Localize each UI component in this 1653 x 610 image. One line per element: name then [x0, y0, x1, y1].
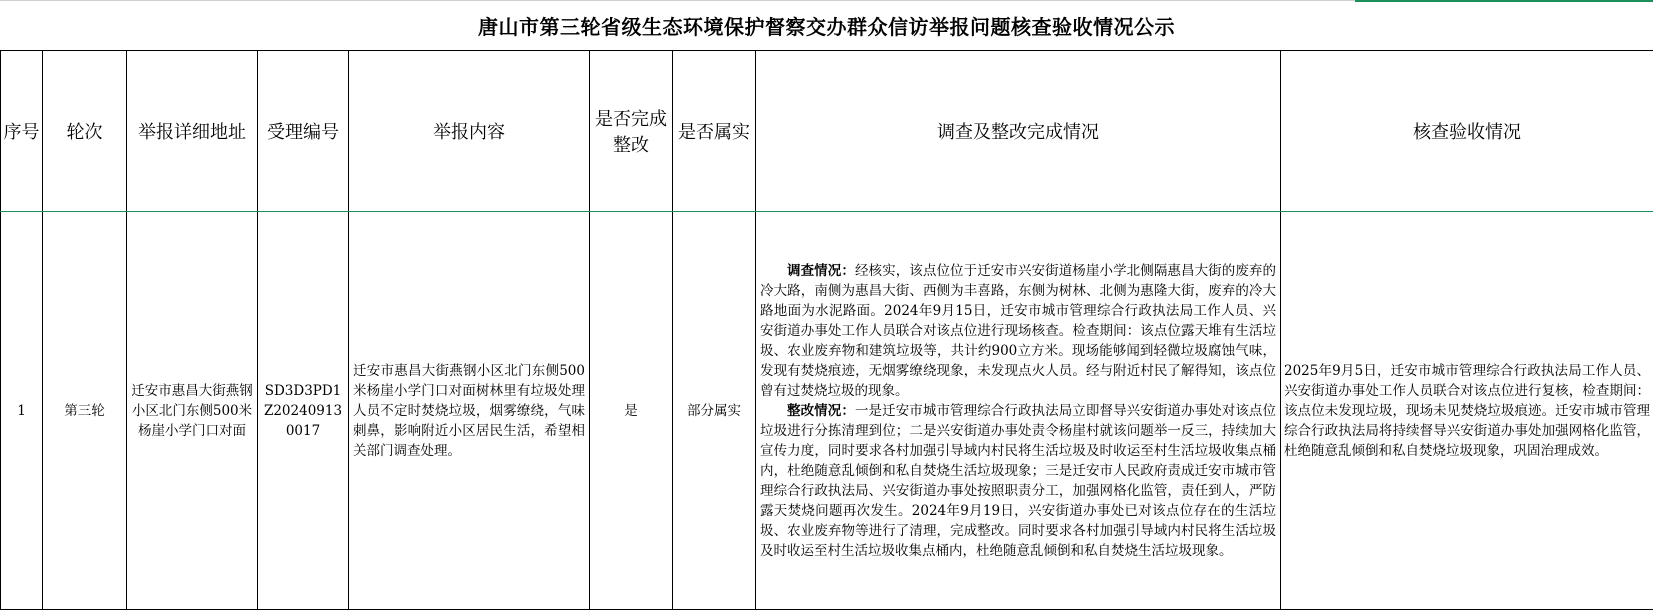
cell-investigation-text [756, 261, 1280, 561]
cell-address[interactable] [127, 212, 258, 610]
investigation-label: 调查情况： [787, 263, 855, 279]
cell-seq[interactable]: 1 [1, 212, 43, 610]
data-table [0, 50, 1653, 610]
cell-content-text: 迁安市惠昌大街燕钢小区北门东侧500米杨崖小学门口对面树林里有垃圾处理人员不定时焚烧垃圾，烟雾缭绕，气味刺鼻，影响附近小区居民生活，希望相关部门调查处理。 [349, 361, 589, 461]
header-address[interactable]: 举报详细地址 [127, 51, 258, 212]
investigation-paragraph [760, 261, 1276, 401]
header-row [1, 51, 1653, 212]
page-title: 唐山市第三轮省级生态环境保护督察交办群众信访举报问题核查验收情况公示 [478, 11, 1175, 40]
cell-accept-no[interactable] [258, 212, 349, 610]
header-true-or-not[interactable]: 是否属实 [673, 51, 756, 212]
cell-investigation[interactable] [756, 212, 1281, 610]
header-investigation[interactable]: 调查及整改完成情况 [756, 51, 1281, 212]
header-round[interactable]: 轮次 [43, 51, 127, 212]
cell-verification[interactable] [1281, 212, 1653, 610]
header-accept-no[interactable]: 受理编号 [258, 51, 349, 212]
investigation-body: 经核实，该点位位于迁安市兴安街道杨崖小学北侧隔惠昌大街的废弃的冷大路，南侧为惠昌大街、西侧为丰喜路，东侧为树林、北侧为惠隆大街，废弃的冷大路地面为水泥路面。2024年9月15日，迁安市城市管理综合行政执法局工作人员、兴安街道办事处工作人员联合对该点位进行现场核查。检查期间：该点位露天堆有生活垃圾、农业废弃物和建筑垃圾等，共计约900立方米。现场能够闻到轻微垃圾腐蚀气味，发现有焚烧痕迹，无烟雾缭绕现象，未发现点火人员。经与附近村民了解得知，该点位曾有过焚烧垃圾的现象。 [760, 263, 1276, 399]
rectification-body: 一是迁安市城市管理综合行政执法局立即督导兴安街道办事处对该点位垃圾进行分拣清理到位；二是兴安街道办事处责令杨崖村就该问题举一反三，持续加大宣传力度，同时要求各村加强引导域内村民将生活垃圾及时收运至村生活垃圾收集点桶内，杜绝随意乱倾倒和私自焚烧生活垃圾现象；三是迁安市人民政府责成迁安市城市管理综合行政执法局、兴安街道办事处按照职责分工，加强网格化监管，责任到人，严防露天焚烧问题再次发生。2024年9月19日，兴安街道办事处已对该点位存在的生活垃圾、农业废弃物等进行了清理，完成整改。同时要求各村加强引导域内村民将生活垃圾及时收运至村生活垃圾收集点桶内，杜绝随意乱倾倒和私自焚烧生活垃圾现象。 [760, 403, 1276, 559]
header-completed-label: 是否完成整改 [590, 105, 672, 157]
cell-round[interactable]: 第三轮 [43, 212, 127, 610]
cell-accept-no-text: SD3D3PD1Z202409130017 [258, 381, 348, 441]
cell-address-text: 迁安市惠昌大街燕钢小区北门东侧500米杨崖小学门口对面 [127, 381, 257, 441]
rectification-paragraph [760, 401, 1276, 561]
header-verification[interactable]: 核查验收情况 [1281, 51, 1653, 212]
header-content[interactable]: 举报内容 [349, 51, 590, 212]
header-completed[interactable] [590, 51, 673, 212]
cell-content[interactable] [349, 212, 590, 610]
cell-verification-text: 2025年9月5日，迁安市城市管理综合行政执法局工作人员、兴安街道办事处工作人员联合对该点位进行复核，检查期间：该点位未发现垃圾，现场未见焚烧垃圾痕迹。迁安市城市管理综合行政执法局将持续督导兴安街道办事处加强网格化监管，杜绝随意乱倾倒和私自焚烧垃圾现象，巩固治理成效。 [1281, 361, 1653, 461]
title-row[interactable] [0, 0, 1653, 51]
cell-true-or-not[interactable]: 部分属实 [673, 212, 756, 610]
header-seq[interactable]: 序号 [1, 51, 43, 212]
rectification-label: 整改情况： [787, 403, 855, 419]
cell-completed[interactable]: 是 [590, 212, 673, 610]
table-row [1, 212, 1653, 610]
